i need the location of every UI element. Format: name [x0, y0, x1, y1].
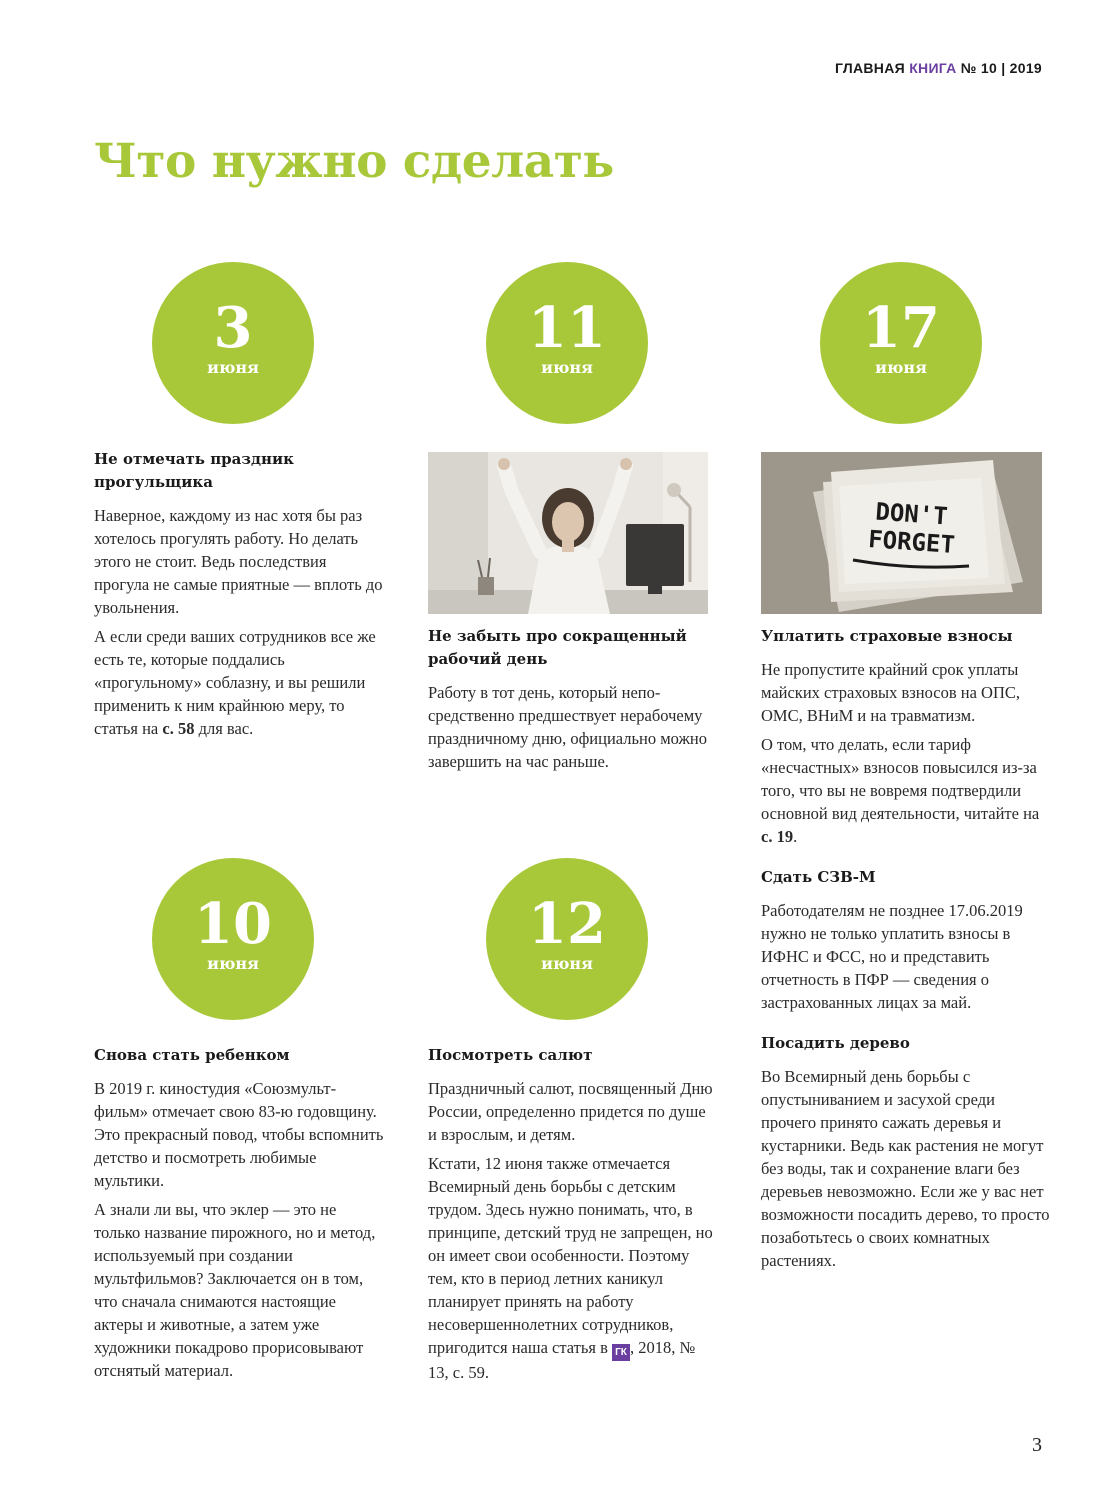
- date-circle-17: [820, 262, 982, 424]
- page-ref: с. 58: [162, 719, 195, 738]
- date-day: 10: [194, 891, 272, 957]
- masthead-brand-2: КНИГА: [909, 60, 957, 76]
- section-paragraph: Наверное, каждому из нас хотя бы раз хотелось прогулять работу. Но делать этого не стоит. Ведь последствия прогула не самые приятные — вплоть до увольнения.: [94, 506, 383, 617]
- section-truant-day: [94, 448, 384, 746]
- date-day: 12: [528, 891, 606, 957]
- note-text-dont: DON'T: [874, 497, 949, 531]
- section-paragraph: Кстати, 12 июня также отмечается Всемирный день борьбы с детским трудом. Здесь нужно понимать, что, в принципе, детский труд не запрещен, но он имеет свои особенности. Поэтому тем, кто в период летних каникул планирует принять на работу несовершеннолетних сотрудников, пригодится наша статья в ГК , 2018, № 13, с. 59.: [428, 1154, 713, 1382]
- date-month: июня: [207, 358, 259, 377]
- section-childhood: [94, 1044, 384, 1388]
- office-woman-photo: [428, 452, 708, 614]
- page-ref: с. 19: [761, 827, 794, 846]
- page-number: 3: [1032, 1434, 1042, 1456]
- masthead-issue: № 10 | 2019: [960, 60, 1042, 76]
- section-paragraph: Работу в тот день, который непосредственно предшествует нерабочему праздничному дню, официально можно завершить на час раньше.: [428, 683, 707, 771]
- masthead-brand-1: ГЛАВНАЯ: [834, 60, 905, 76]
- date-day: 17: [862, 295, 940, 361]
- section-paragraph: О том, что делать, если тариф «несчастных» взносов повысился из-за того, что вы не вовремя подтвердили основной вид деятельности, читайте на с. 19.: [761, 735, 1040, 846]
- date-month: июня: [207, 954, 259, 973]
- section-paragraph: А знали ли вы, что эклер — это не только название пирожного, но и метод, используемый при создании мультфильмов? Заключается он в том, что сначала снимаются настоящие актеры и животные, а затем уже художники покадрово прорисовывают отснятый материал.: [94, 1200, 376, 1380]
- date-circle-10: [152, 858, 314, 1020]
- section-paragraph: Не пропустите крайний срок уплаты майских страховых взносов на ОПС, ОМС, ВНиМ и на травматизм.: [761, 660, 1020, 725]
- section-paragraph: А если среди ваших сотрудников все же есть те, которые поддались «прогульному» соблазну, и вы решили применить к ним крайнюю меру, то статья на с. 58 для вас.: [94, 627, 376, 738]
- glavkniga-logo-icon: ГК: [612, 1344, 630, 1361]
- section-title: Снова стать ребенком: [94, 1046, 290, 1064]
- photo-image: [761, 452, 1042, 614]
- masthead: [835, 60, 1042, 76]
- section-paragraph: В 2019 г. киностудия «Союзмультфильм» отмечает свою 83-ю годовщину. Это прекрасный повод, чтобы вспомнить детство и посмотреть любимые мультики.: [94, 1079, 384, 1190]
- section-paragraph: Праздничный салют, посвященный Дню России, определенно придется по душе и взрослым, и детям.: [428, 1079, 713, 1144]
- section-paragraph: Во Всемирный день борьбы с опустыниванием и засухой среди прочего принято сажать деревья и кустарники. Ведь как растения не могут без воды, так и сохранение влаги без деревьев невозможно. Если же у вас нет возможности посадить дерево, то просто позаботьтесь о своих комнатных растениях.: [761, 1067, 1050, 1270]
- date-month: июня: [541, 358, 593, 377]
- section-insurance-contributions: [761, 625, 1051, 1278]
- section-title: Не отмечать праздник прогульщика: [94, 450, 294, 491]
- section-title: Не забыть про сокращенный рабочий день: [428, 627, 687, 668]
- date-circle-12: [486, 858, 648, 1020]
- section-title: Посмотреть салют: [428, 1046, 593, 1064]
- photo-image: [428, 452, 708, 614]
- date-month: июня: [875, 358, 927, 377]
- date-day: 11: [528, 295, 606, 361]
- date-circle-3: [152, 262, 314, 424]
- section-title-plant-tree: Посадить дерево: [761, 1034, 910, 1052]
- section-title-szv-m: Сдать СЗВ-М: [761, 868, 876, 886]
- section-short-workday: [428, 625, 718, 779]
- section-title: Уплатить страховые взносы: [761, 627, 1013, 645]
- dont-forget-note-photo: [761, 452, 1042, 614]
- date-day: 3: [213, 295, 253, 361]
- date-month: июня: [541, 954, 593, 973]
- page-title: Что нужно сделать: [94, 134, 614, 189]
- section-fireworks: [428, 1044, 718, 1390]
- date-circle-11: [486, 262, 648, 424]
- section-paragraph: Работодателям не позднее 17.06.2019 нужно не только уплатить взносы в ИФНС и ФСС, но и представить отчетность в ПФР — сведения о застрахованных лицах за май.: [761, 901, 1023, 1012]
- note-text-forget: FORGET: [867, 525, 956, 560]
